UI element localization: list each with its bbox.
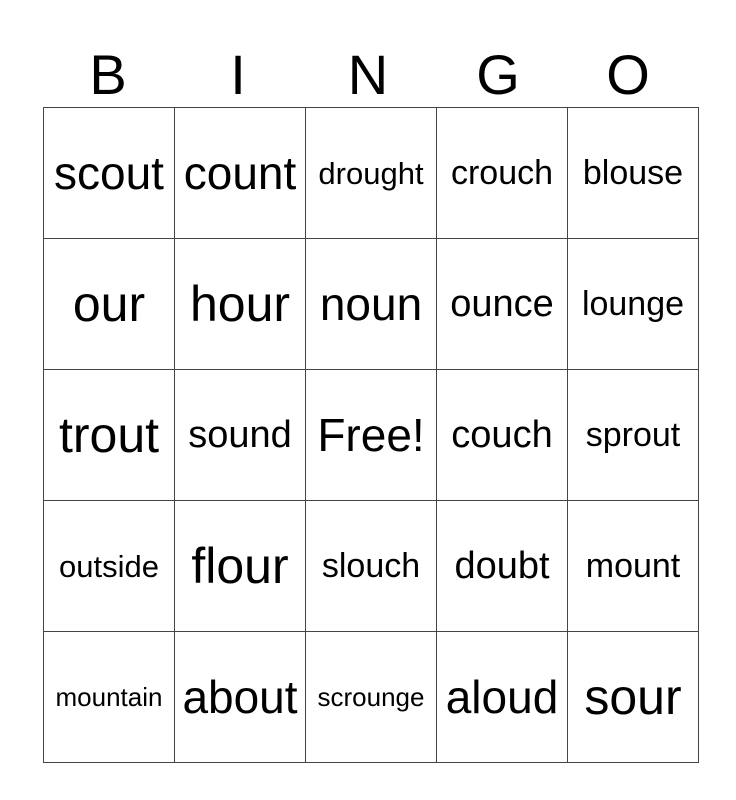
- header-letter-b: B: [89, 43, 127, 106]
- header-letter-g: G: [476, 43, 520, 106]
- bingo-cell[interactable]: mount: [568, 501, 699, 632]
- bingo-cell[interactable]: noun: [306, 239, 437, 370]
- bingo-cell[interactable]: couch: [437, 370, 568, 501]
- board-row: [44, 632, 699, 763]
- bingo-cell[interactable]: outside: [44, 501, 175, 632]
- free-space-cell[interactable]: Free!: [306, 370, 437, 501]
- bingo-cell[interactable]: sprout: [568, 370, 699, 501]
- bingo-cell[interactable]: doubt: [437, 501, 568, 632]
- board-row: [44, 239, 699, 370]
- board-row: [44, 108, 699, 239]
- board-row: [44, 501, 699, 632]
- bingo-cell[interactable]: hour: [175, 239, 306, 370]
- bingo-cell[interactable]: flour: [175, 501, 306, 632]
- board-row: [44, 370, 699, 501]
- bingo-cell[interactable]: sound: [175, 370, 306, 501]
- bingo-cell[interactable]: count: [175, 108, 306, 239]
- bingo-cell[interactable]: sour: [568, 632, 699, 763]
- bingo-cell[interactable]: aloud: [437, 632, 568, 763]
- bingo-cell[interactable]: ounce: [437, 239, 568, 370]
- bingo-cell[interactable]: our: [44, 239, 175, 370]
- bingo-cell[interactable]: mountain: [44, 632, 175, 763]
- bingo-card: [43, 107, 699, 763]
- header-letter-n: N: [347, 43, 389, 106]
- bingo-cell[interactable]: scrounge: [306, 632, 437, 763]
- bingo-cell[interactable]: lounge: [568, 239, 699, 370]
- bingo-header: [43, 44, 693, 106]
- header-letter-o: O: [606, 43, 650, 106]
- bingo-cell[interactable]: drought: [306, 108, 437, 239]
- bingo-cell[interactable]: blouse: [568, 108, 699, 239]
- bingo-cell[interactable]: slouch: [306, 501, 437, 632]
- bingo-cell[interactable]: scout: [44, 108, 175, 239]
- bingo-cell[interactable]: about: [175, 632, 306, 763]
- bingo-cell[interactable]: trout: [44, 370, 175, 501]
- header-letter-i: I: [230, 43, 246, 106]
- bingo-cell[interactable]: crouch: [437, 108, 568, 239]
